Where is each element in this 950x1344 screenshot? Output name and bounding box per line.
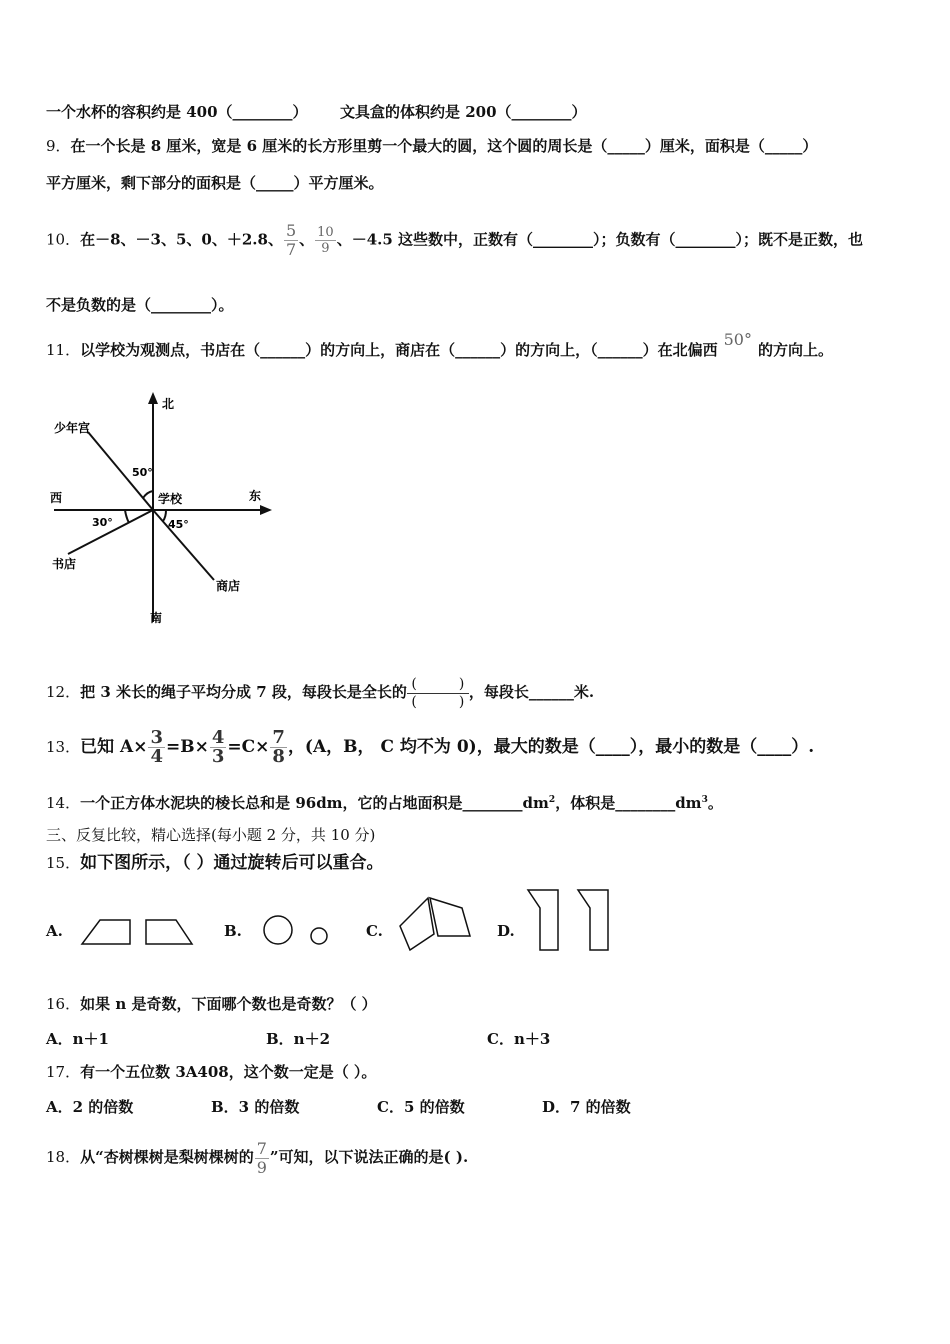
option-b[interactable]: B．n＋2	[266, 1030, 331, 1048]
question-number: 18．	[46, 1148, 81, 1166]
question-text: 、－4.5 这些数中，正数有（________）；负数有（________）；既不是正数，也	[336, 230, 864, 249]
label-angle-30: 30°	[92, 516, 113, 529]
option-a-label[interactable]: A.	[46, 922, 63, 940]
question-number: 9．	[46, 137, 71, 155]
question-number: 16．	[46, 995, 81, 1013]
option-d[interactable]: D．7 的倍数	[542, 1098, 631, 1116]
superscript: 2	[548, 795, 556, 805]
label-angle-50: 50°	[132, 466, 153, 479]
question-15	[46, 848, 384, 873]
label-bookstore: 书店	[52, 557, 77, 571]
label-west: 西	[50, 491, 63, 505]
question-number: 14．	[46, 794, 81, 812]
section-heading: 三、反复比较，精心选择(每小题 2 分，共 10 分)	[46, 826, 376, 844]
compass-diagram	[46, 390, 276, 630]
question-text: 如果 n 是奇数，下面哪个数也是奇数？（ ）	[80, 995, 377, 1013]
label-youth-palace: 少年宫	[54, 421, 91, 435]
question-text: 在一个长是 8 厘米，宽是 6 厘米的长方形里剪一个最大的圆，这个圆的周长是（_____）厘米，面积是（_____）	[70, 137, 818, 155]
option-a[interactable]: A．2 的倍数	[46, 1098, 134, 1116]
fraction-3-4: $\frac{3}{4}$	[150, 727, 163, 767]
cup-volume-blank: 一个水杯的容积约是 400（________）	[46, 103, 308, 121]
question-11	[46, 330, 833, 360]
question-10-line2	[46, 295, 234, 315]
question-text: ，每段长______米.	[468, 683, 595, 701]
question-text: ，体积是________dm	[555, 794, 702, 812]
question-number: 11．	[46, 341, 81, 359]
question-number: 12．	[46, 683, 81, 701]
question-12	[46, 670, 594, 714]
question-text: 一个正方体水泥块的棱长总和是 96dm，它的占地面积是________dm	[80, 794, 549, 812]
question-18	[46, 1134, 468, 1180]
question-16	[46, 994, 377, 1014]
question-8-line	[46, 102, 587, 122]
question-17	[46, 1062, 376, 1082]
label-south: 南	[150, 611, 163, 625]
question-text: 不是负数的是（________）。	[46, 296, 234, 314]
option-d-shapes[interactable]	[524, 886, 614, 954]
fraction-7-9: $\frac{7}{9}$	[256, 1138, 267, 1177]
angle-arc-50	[143, 491, 153, 498]
question-number: 10．	[46, 230, 81, 249]
option-c-pentagons[interactable]	[396, 894, 476, 954]
label-school: 学校	[158, 492, 183, 506]
label-angle-45: 45°	[168, 518, 189, 531]
question-text: 从“杏树棵树是梨树棵树的	[80, 1148, 254, 1166]
question-text: 的方向上。	[757, 341, 833, 359]
label-east: 东	[249, 489, 262, 503]
angle-arc-30	[125, 510, 129, 523]
angle-arc-45	[163, 510, 166, 521]
question-text: 以学校为观测点，书店在（______）的方向上，商店在（______）的方向上，（______）在北偏西	[80, 341, 718, 359]
question-text: ，(A，B， C 均不为 0)，最大的数是（____），最小的数是（____）.	[287, 737, 815, 757]
fraction-7-8: $\frac{7}{8}$	[272, 727, 285, 767]
option-c[interactable]: C．5 的倍数	[377, 1098, 465, 1116]
question-9-line2	[46, 173, 384, 193]
equation-part: =B×	[165, 737, 209, 757]
option-b[interactable]: B．3 的倍数	[211, 1098, 300, 1116]
label-north: 北	[162, 397, 175, 411]
option-b-label[interactable]: B.	[224, 922, 242, 940]
label-shop: 商店	[216, 579, 241, 593]
question-text: 在－8、－3、5、0、＋2.8、	[80, 230, 283, 249]
fraction-5-7: $\frac{5}{7}$	[285, 221, 297, 259]
question-text: 平方厘米，剩下部分的面积是（_____）平方厘米。	[46, 174, 384, 192]
equation-part: =C×	[227, 737, 270, 757]
question-number: 17．	[46, 1063, 81, 1081]
question-text: 。	[707, 794, 723, 812]
option-d-label[interactable]: D.	[497, 922, 515, 940]
question-text: 把 3 米长的绳子平均分成 7 段，每段长是全长的	[80, 683, 407, 701]
pencil-box-volume-blank: 文具盒的体积约是 200（________）	[340, 103, 587, 121]
north-arrow-icon	[148, 392, 158, 404]
question-13	[46, 722, 814, 772]
fraction-4-3: $\frac{4}{3}$	[211, 727, 225, 767]
question-number: 15．	[46, 854, 81, 872]
option-c-label[interactable]: C.	[366, 922, 383, 940]
angle-50-degrees: 50°	[723, 330, 752, 349]
fraction-blank: ( ) ( )	[407, 676, 469, 711]
option-c[interactable]: C．n＋3	[487, 1030, 551, 1048]
option-a-trapezoids[interactable]	[80, 912, 198, 948]
question-text: ”可知，以下说法正确的是( ).	[269, 1148, 469, 1166]
fraction-10-9: $\frac{10}{9}$	[317, 225, 334, 256]
question-text: 如下图所示，（ ）通过旋转后可以重合。	[80, 853, 384, 873]
question-10	[46, 222, 863, 259]
question-number: 13．	[46, 738, 81, 756]
separator: 、	[299, 230, 315, 249]
question-14	[46, 790, 723, 813]
question-text: 有一个五位数 3A408，这个数一定是（ ）。	[80, 1063, 377, 1081]
option-b-circles[interactable]	[262, 910, 334, 950]
east-arrow-icon	[260, 505, 272, 515]
option-a[interactable]: A．n＋1	[46, 1030, 109, 1048]
question-text: 已知 A×	[80, 737, 148, 757]
question-9	[46, 136, 817, 156]
superscript: 3	[701, 795, 708, 805]
